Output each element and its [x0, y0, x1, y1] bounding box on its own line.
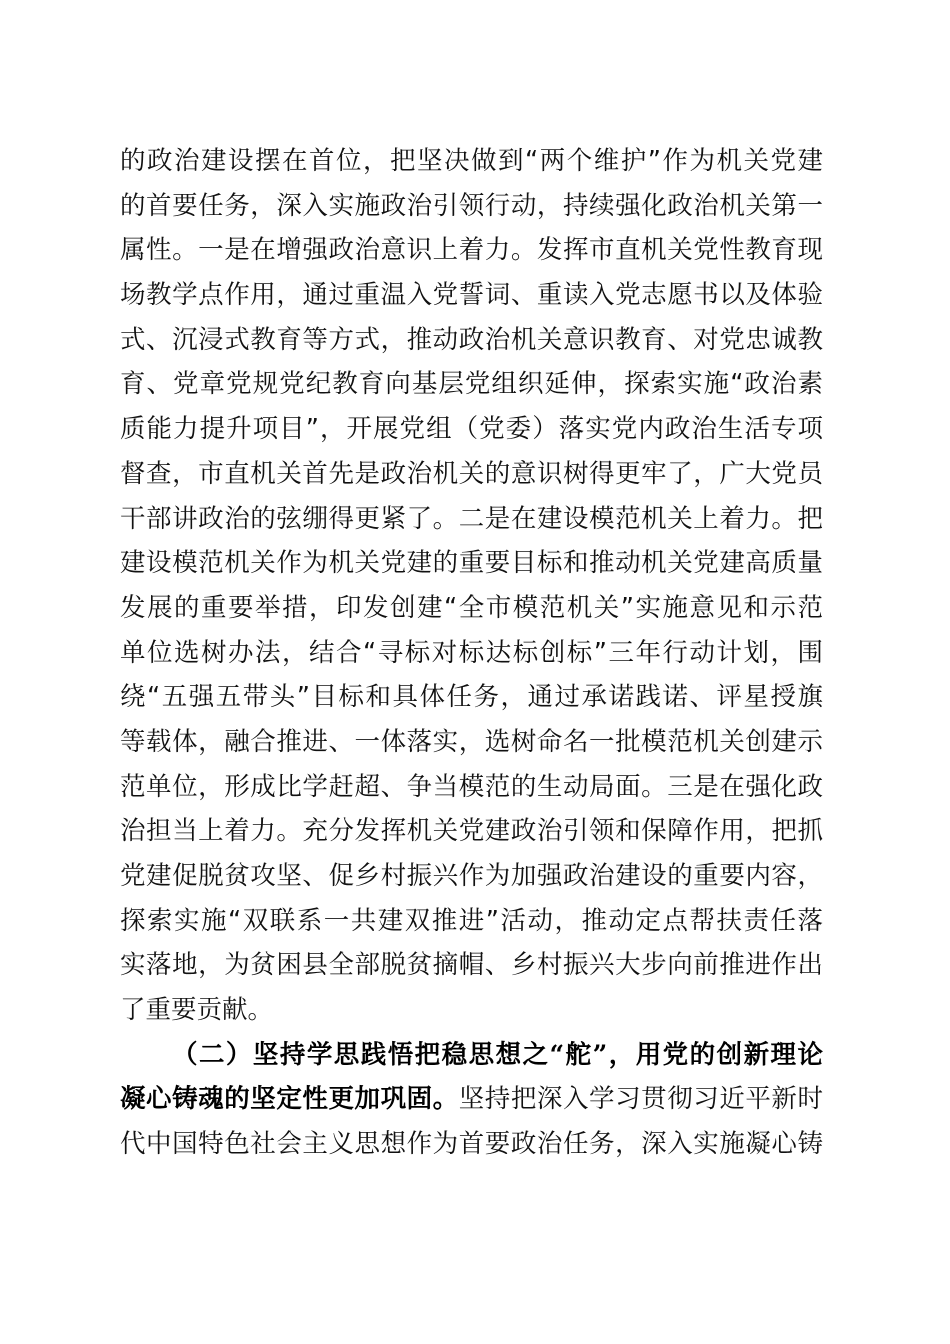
section-heading-text: 凝心铸魂的坚定性更加巩固。: [120, 1084, 459, 1115]
text-line: 发展的重要举措，印发创建“全市模范机关”实施意见和示范: [120, 592, 823, 623]
text-line: 了重要贡献。: [120, 995, 274, 1026]
text-line: 绕“五强五带头”目标和具体任务，通过承诺践诺、评星授旗: [120, 682, 823, 713]
text-line: 督查，市直机关首先是政治机关的意识树得更牢了，广大党员: [120, 458, 823, 489]
text-line: 属性。一是在增强政治意识上着力。发挥市直机关党性教育现: [120, 235, 823, 266]
text-line: 干部讲政治的弦绷得更紧了。二是在建设模范机关上着力。把: [120, 503, 823, 534]
text-line: 治担当上着力。充分发挥机关党建政治引领和保障作用，把抓: [120, 816, 823, 847]
text-line: 党建促脱贫攻坚、促乡村振兴作为加强政治建设的重要内容，: [120, 861, 823, 891]
body-text: 坚持把深入学习贯彻习近平新时: [458, 1084, 823, 1115]
text-line: 建设模范机关作为机关党建的重要目标和推动机关党建高质量: [120, 548, 823, 579]
text-line: 单位选树办法，结合“寻标对标达标创标”三年行动计划，围: [120, 637, 823, 668]
text-line: 育、党章党规党纪教育向基层党组织延伸，探索实施“政治素: [120, 369, 823, 400]
text-line: 的首要任务，深入实施政治引领行动，持续强化政治机关第一: [120, 190, 823, 221]
text-line: 等载体，融合推进、一体落实，选树命名一批模范机关创建示: [120, 726, 823, 757]
text-line: 质能力提升项目”，开展党组（党委）落实党内政治生活专项: [120, 414, 823, 445]
section-heading-line: [120, 1033, 823, 1078]
text-line: 实落地，为贫困县全部脱贫摘帽、乡村振兴大步向前推进作出: [120, 950, 823, 981]
text-line: [120, 1122, 823, 1167]
paragraph-political-building: [120, 139, 823, 1033]
text-line: 探索实施“双联系一共建双推进”活动，推动定点帮扶责任落: [120, 905, 823, 936]
text-line: [120, 1077, 823, 1122]
text-line: 场教学点作用，通过重温入党誓词、重读入党志愿书以及体验: [120, 280, 823, 311]
text-line: 的政治建设摆在首位，把坚决做到“两个维护”作为机关党建: [120, 146, 823, 176]
section-heading-text: （二）坚持学思践悟把稳思想之“舵”，用党的创新理论: [172, 1039, 823, 1070]
text-line: 式、沉浸式教育等方式，推动政治机关意识教育、对党忠诚教: [120, 324, 823, 355]
document-body: [120, 139, 823, 1167]
text-line: 范单位，形成比学赶超、争当模范的生动局面。三是在强化政: [120, 771, 823, 802]
paragraph-section-two: [120, 1033, 823, 1167]
body-text: 代中国特色社会主义思想作为首要政治任务，深入实施凝心铸: [120, 1129, 823, 1160]
